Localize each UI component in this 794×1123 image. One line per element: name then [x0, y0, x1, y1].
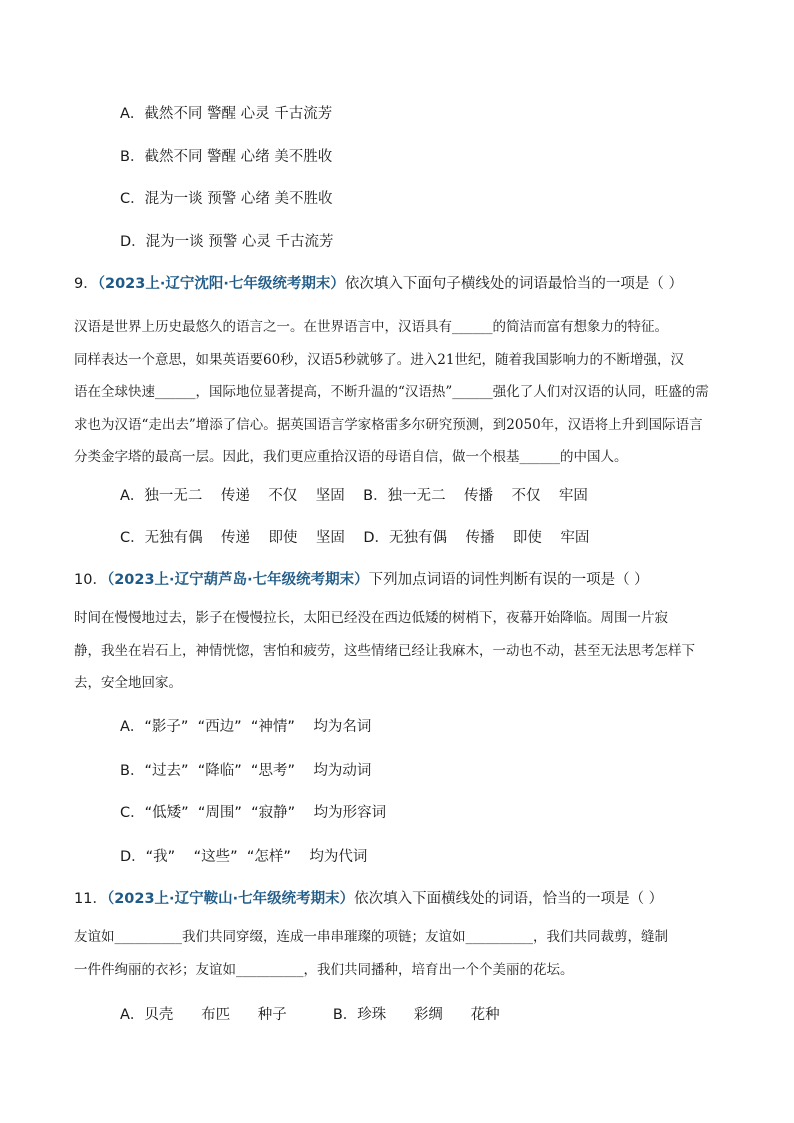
q11-stem: 依次填入下面横线处的词语，恰当的一项是（ ）: [354, 891, 664, 907]
q9-passage-line: 分类金字塔的最高一层。因此，我们更应重拾汉语的母语自信，做一个根基______的中国人。: [74, 449, 628, 465]
q9-passage-line: 求也为汉语“走出去”增添了信心。据英国语言学家格雷多尔研究预测，到2050年，汉语将上升到国际语言: [74, 416, 703, 433]
q9-passage: [74, 311, 722, 474]
q10-passage-line: 去，安全地回家。: [74, 675, 182, 691]
q9-passage-line: 汉语是世界上历史最悠久的语言之一。在世界语言中，汉语具有______的简洁而富有想象力的特征。: [74, 319, 668, 335]
q10-option-d: D．“我” “这些” “怎样” 均为代词: [120, 849, 368, 865]
q8-option-c: C．混为一谈 预警 心绪 美不胜收: [120, 191, 333, 207]
q8-option-a: A．截然不同 警醒 心灵 千古流芳: [120, 106, 333, 122]
q9-passage-line: 语在全球快速______，国际地位显著提高，不断升温的“汉语热”______强化了人们对汉语的认同，旺盛的需: [74, 384, 709, 400]
q10-passage: [74, 602, 722, 700]
q9-passage-line: 同样表达一个意思，如果英语要60秒，汉语5秒就够了。进入21世纪，随着我国影响力的不断增强，汉: [74, 351, 684, 368]
q9-options-row-1: A．独一无二 传递 不仅 坚固 B．独一无二 传播 不仅 牢固: [120, 488, 588, 504]
q10-option-a: A．“影子” “西边” “神情” 均为名词: [120, 719, 372, 735]
q9-number: 9．: [74, 276, 98, 292]
q10-passage-line: 时间在慢慢地过去，影子在慢慢拉长，太阳已经没在西边低矮的树梢下，夜幕开始降临。周围一片寂: [74, 610, 668, 626]
q9-stem: 依次填入下面句子横线处的词语最恰当的一项是（ ）: [344, 276, 683, 292]
q8-option-d: D．混为一谈 预警 心灵 千古流芳: [120, 234, 334, 250]
q11-passage-line: 友谊如__________我们共同穿缀，连成一串串璀璨的项链；友谊如__________，我们共同裁剪，缝制: [74, 929, 668, 945]
q11-source: （2023上·辽宁鞍山·七年级统考期末）: [106, 891, 355, 907]
q9-source: （2023上·辽宁沈阳·七年级统考期末）: [97, 276, 345, 292]
q10-number: 10．: [74, 572, 107, 588]
q9-header: [74, 272, 683, 293]
q11-options-row: A．贝壳 布匹 种子 B．珍珠 彩绸 花种: [120, 1007, 500, 1023]
q10-stem: 下列加点词语的词性判断有误的一项是（ ）: [368, 572, 649, 588]
q10-passage-line: 静，我坐在岩石上，神情恍惚，害怕和疲劳，这些情绪已经让我麻木，一动也不动，甚至无法思考怎样下: [74, 642, 695, 659]
q10-option-c: C．“低矮” “周围” “寂静” 均为形容词: [120, 805, 387, 821]
q9-options-row-2: C．无独有偶 传递 即使 坚固 D．无独有偶 传播 即使 牢固: [120, 530, 590, 546]
q10-source: （2023上·辽宁葫芦岛·七年级统考期末）: [106, 572, 369, 588]
q11-number: 11．: [74, 891, 107, 907]
q8-option-b: B．截然不同 警醒 心绪 美不胜收: [120, 149, 333, 165]
q11-header: [74, 887, 663, 908]
q10-option-b: B．“过去” “降临” “思考” 均为动词: [120, 763, 372, 779]
q11-passage-line: 一件件绚丽的衣衫；友谊如__________，我们共同播种，培育出一个个美丽的花坛。: [74, 961, 574, 978]
q10-header: [74, 568, 649, 589]
q11-passage: [74, 921, 722, 986]
